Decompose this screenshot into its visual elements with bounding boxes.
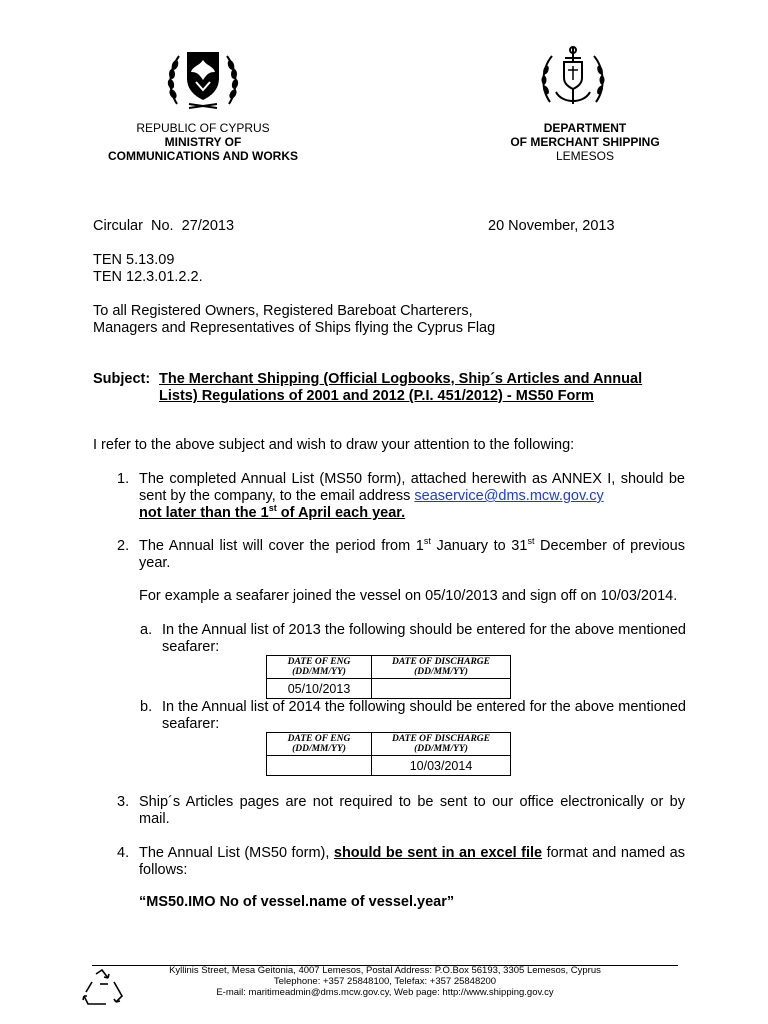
item-2-part-a: The Annual list will cover the period from 1 [139,538,424,554]
item-2-part-c: December of previous year. [139,538,685,571]
item-1-number: 1. [117,471,130,487]
header-date-of-discharge [372,656,511,679]
header-dis-format: (DD/MM/YY) [414,744,468,754]
item-4-number: 4. [117,845,130,861]
header-lemesos: LEMESOS [555,149,615,163]
header-dis-format: (DD/MM/YY) [414,667,468,677]
filename-format: “MS50.IMO No of vessel.name of vessel.year” [139,894,455,910]
item-4-emphasis: should be sent in an excel file [333,845,543,861]
header-comms-works: COMMUNICATIONS AND WORKS [108,149,298,163]
item-2-number: 2. [117,538,130,554]
dates-table-2014 [266,732,511,776]
subject-line-2: Lists) Regulations of 2001 and 2012 (P.I. 451/2012) - MS50 Form [159,388,594,404]
email-link-seaservice[interactable]: seaservice@dms.mcw.gov.cy [414,488,604,504]
item-2-sup-1: st [423,536,431,547]
dates-table-2013 [266,655,511,699]
header-eng-label: DATE OF ENG [287,657,351,667]
cell-date-of-eng: 05/10/2013 [267,679,372,699]
footer-address: Kyllinis Street, Mesa Geitonia, 4007 Lemesos, Postal Address: P.O.Box 56193, 3305 Lemesos, Cyprus [169,965,601,976]
deadline-text: not later than the 1 [139,505,269,521]
header-dis-label: DATE OF DISCHARGE [391,657,491,667]
deadline-sup: st [268,503,277,514]
cell-date-of-discharge [372,679,511,699]
subject-line-1: The Merchant Shipping (Official Logbooks, Ship´s Articles and Annual [159,371,643,387]
sub-item-b-label: b. [140,699,153,715]
header-date-of-eng [267,733,372,756]
item-4-part-a: The Annual List (MS50 form), [139,845,334,861]
header-dis-label: DATE OF DISCHARGE [391,734,491,744]
header-eng-format: (DD/MM/YY) [292,667,346,677]
ministry-header [90,121,316,163]
header-merchant-shipping: OF MERCHANT SHIPPING [510,135,660,149]
sub-item-a-label: a. [140,622,153,638]
cell-date-of-discharge: 10/03/2014 [372,756,511,776]
cell-date-of-eng [267,756,372,776]
reference-2: TEN 12.3.01.2.2. [93,269,203,285]
item-1-text [139,471,685,522]
sub-item-a-text: In the Annual list of 2013 the following should be entered for the above mentioned seafarer: [162,622,686,655]
item-2-example: For example a seafarer joined the vessel on 05/10/2013 and sign off on 10/03/2014. [139,588,678,604]
item-1-body: The completed Annual List (MS50 form), attached herewith as ANNEX I, should be sent by the company, to the email address [139,471,685,504]
circular-number: Circular No. 27/2013 [93,218,235,234]
header-eng-format: (DD/MM/YY) [292,744,346,754]
header-date-of-eng [267,656,372,679]
item-4-text [139,845,685,879]
reference-1: TEN 5.13.09 [93,252,175,268]
item-2-part-b: January to 31 [430,538,528,554]
deadline-text-end: of April each year. [276,505,406,521]
header-date-of-discharge [372,733,511,756]
merchant-shipping-anchor-emblem [538,44,608,110]
intro-paragraph: I refer to the above subject and wish to draw your attention to the following: [93,437,575,453]
item-2-text [139,538,685,572]
department-header [476,121,694,163]
addressees-line-1: To all Registered Owners, Registered Bareboat Charterers, [93,303,473,319]
header-department: DEPARTMENT [543,121,627,135]
item-3-number: 3. [117,794,130,810]
header-eng-label: DATE OF ENG [287,734,351,744]
item-4-part-b: format and named as follows: [139,845,685,878]
item-2-sup-2: st [527,536,535,547]
addressees-line-2: Managers and Representatives of Ships flying the Cyprus Flag [93,320,496,336]
item-1-deadline [139,505,405,521]
footer-email-web: E-mail: maritimeadmin@dms.mcw.gov.cy, Web page: http://www.shipping.gov.cy [216,987,554,998]
cyprus-coat-of-arms-emblem [163,44,243,112]
footer-telephone: Telephone: +357 25848100, Telefax: +357 25848200 [273,976,497,987]
sub-item-b-text: In the Annual list of 2014 the following should be entered for the above mentioned seafarer: [162,699,686,732]
item-3-text: Ship´s Articles pages are not required to be sent to our office electronically or by mail. [139,794,685,827]
header-republic: REPUBLIC OF CYPRUS [136,121,270,135]
circular-date: 20 November, 2013 [488,218,615,234]
subject-label: Subject: [93,371,151,387]
header-ministry: MINISTRY OF [164,135,242,149]
